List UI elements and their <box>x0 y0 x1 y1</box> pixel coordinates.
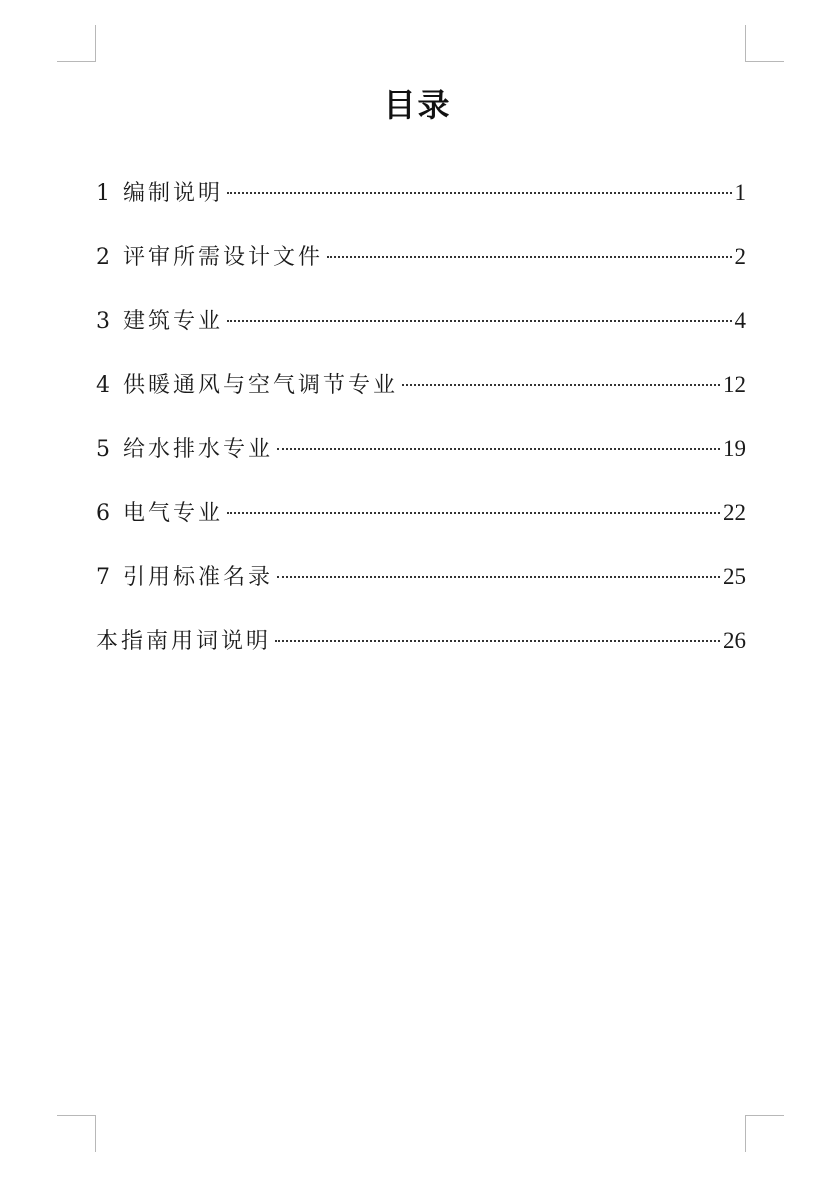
toc-entry[interactable] <box>96 240 746 304</box>
toc-entry-label: 7 引用标准名录 <box>96 565 273 590</box>
toc-entry-page: 1 <box>734 180 746 205</box>
toc-entry[interactable] <box>96 624 746 688</box>
toc-entry[interactable] <box>96 176 746 240</box>
toc-entry-label: 2 评审所需设计文件 <box>96 245 323 270</box>
toc-entry[interactable] <box>96 304 746 368</box>
toc-entry[interactable] <box>96 432 746 496</box>
toc-leader-dots <box>227 512 720 514</box>
toc-entry-page: 22 <box>723 500 746 525</box>
toc-entry-page: 4 <box>734 308 746 333</box>
toc-entry-label: 5 给水排水专业 <box>96 437 273 462</box>
toc-leader-dots <box>402 384 720 386</box>
toc-entry-label: 1 编制说明 <box>96 181 223 206</box>
toc-entry-page: 2 <box>734 244 746 269</box>
toc-entry-label: 4 供暖通风与空气调节专业 <box>96 373 398 398</box>
toc-entry-label: 本指南用词说明 <box>96 629 272 654</box>
toc-leader-dots <box>277 576 720 578</box>
toc-entry-page: 12 <box>723 372 746 397</box>
toc-leader-dots <box>227 192 732 194</box>
toc-entry[interactable] <box>96 560 746 624</box>
page-title: 目录 <box>383 86 452 124</box>
toc-entry[interactable] <box>96 496 746 560</box>
crop-mark-bottom-right <box>745 1115 784 1152</box>
toc-leader-dots <box>277 448 720 450</box>
crop-mark-top-left <box>57 25 96 62</box>
toc-entry-page: 26 <box>723 628 746 653</box>
toc-leader-dots <box>327 256 732 258</box>
crop-mark-top-right <box>745 25 784 62</box>
toc-leader-dots <box>227 320 732 322</box>
toc-entry-label: 6 电气专业 <box>96 501 223 526</box>
toc-entry-page: 25 <box>723 564 746 589</box>
crop-mark-bottom-left <box>57 1115 96 1152</box>
toc-entry[interactable] <box>96 368 746 432</box>
toc-entry-label: 3 建筑专业 <box>96 309 223 334</box>
toc-entry-page: 19 <box>723 436 746 461</box>
table-of-contents <box>96 176 746 688</box>
toc-leader-dots <box>275 640 720 642</box>
